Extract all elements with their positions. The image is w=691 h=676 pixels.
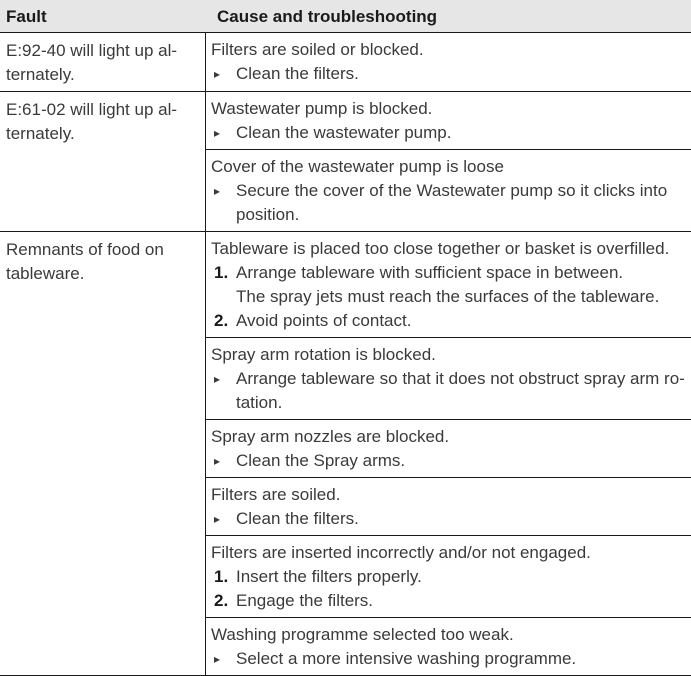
causes-cell xyxy=(206,33,691,91)
table-body xyxy=(0,33,691,676)
cause-title: Filters are inserted incorrectly and/or not engaged. xyxy=(211,543,591,562)
causes-cell xyxy=(206,92,691,231)
table-header xyxy=(0,0,691,33)
remedy-step xyxy=(211,565,687,589)
cause-block xyxy=(206,478,691,536)
cause-block xyxy=(206,536,691,618)
step-text: Select a more intensive washing programme. xyxy=(236,649,577,668)
arrow-bullet-icon: ▸ xyxy=(214,652,221,666)
step-text: Clean the wastewater pump. xyxy=(236,123,452,142)
arrow-bullet-icon: ▸ xyxy=(214,184,221,198)
remedy-step xyxy=(211,121,687,145)
arrow-bullet-icon: ▸ xyxy=(214,67,221,81)
table-row xyxy=(0,33,691,92)
step-text: Arrange tableware so that it does not obstruct spray arm ro- tation. xyxy=(236,369,685,412)
fault-cell: Remnants of food on tableware. xyxy=(0,232,206,675)
step-text: Clean the filters. xyxy=(236,64,359,83)
cause-block xyxy=(206,150,691,231)
cause-block xyxy=(206,92,691,150)
cause-title: Cover of the wastewater pump is loose xyxy=(211,157,504,176)
arrow-bullet-icon: ▸ xyxy=(214,454,221,468)
arrow-bullet-icon: ▸ xyxy=(214,372,221,386)
step-number: 1. xyxy=(214,263,229,282)
remedy-step xyxy=(211,179,687,227)
remedy-step xyxy=(211,261,687,309)
remedy-step xyxy=(211,647,687,671)
remedy-step xyxy=(211,62,687,86)
step-text: Engage the filters. xyxy=(236,591,374,610)
fault-cell: E:92-40 will light up al- ternately. xyxy=(0,33,206,91)
arrow-bullet-icon: ▸ xyxy=(214,126,221,140)
remedy-step xyxy=(211,449,687,473)
table-row xyxy=(0,232,691,676)
fault-column-header: Fault xyxy=(6,7,47,26)
remedy-step xyxy=(211,589,687,613)
remedy-step xyxy=(211,367,687,415)
cause-block xyxy=(206,33,691,90)
step-text: Clean the filters. xyxy=(236,509,359,528)
cause-title: Filters are soiled. xyxy=(211,485,341,504)
step-text: Avoid points of contact. xyxy=(236,311,412,330)
step-number: 2. xyxy=(214,311,229,330)
step-number: 2. xyxy=(214,591,229,610)
arrow-bullet-icon: ▸ xyxy=(214,512,221,526)
cause-title: Wastewater pump is blocked. xyxy=(211,99,433,118)
cause-block xyxy=(206,618,691,675)
cause-title: Tableware is placed too close together or basket is overfilled. xyxy=(211,239,670,258)
step-text: Arrange tableware with sufficient space in between. The spray jets must reach the surfaces of the tableware. xyxy=(236,263,660,306)
step-text: Clean the Spray arms. xyxy=(236,451,406,470)
cause-title: Spray arm rotation is blocked. xyxy=(211,345,436,364)
table-row xyxy=(0,92,691,232)
remedy-step xyxy=(211,309,687,333)
step-number: 1. xyxy=(214,567,229,586)
cause-column-header: Cause and troubleshooting xyxy=(217,7,438,26)
causes-cell xyxy=(206,232,691,675)
cause-block xyxy=(206,232,691,338)
cause-block xyxy=(206,420,691,478)
fault-cell: E:61-02 will light up al- ternately. xyxy=(0,92,206,231)
cause-title: Washing programme selected too weak. xyxy=(211,625,514,644)
cause-block xyxy=(206,338,691,420)
cause-title: Filters are soiled or blocked. xyxy=(211,40,424,59)
remedy-step xyxy=(211,507,687,531)
step-text: Insert the filters properly. xyxy=(236,567,422,586)
cause-title: Spray arm nozzles are blocked. xyxy=(211,427,450,446)
step-text: Secure the cover of the Wastewater pump so it clicks into position. xyxy=(236,181,668,224)
